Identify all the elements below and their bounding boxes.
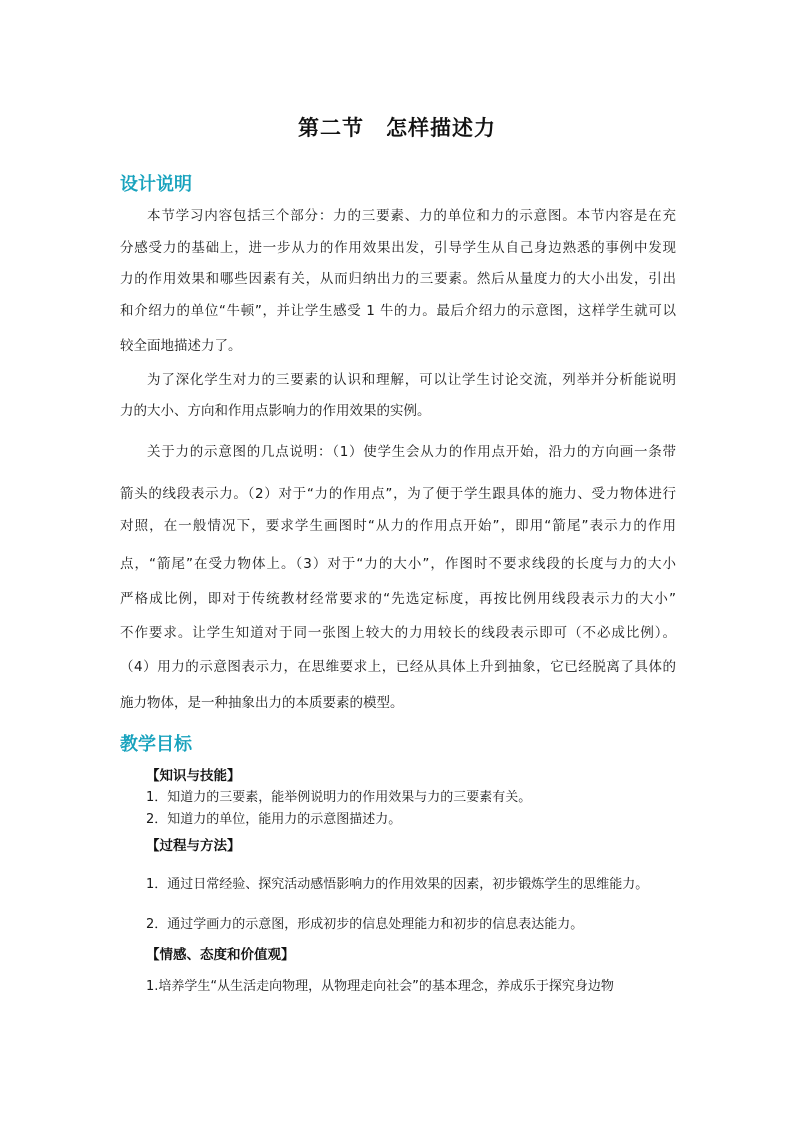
paragraph-line: 和介绍力的单位“牛顿”，并让学生感受 1 牛的力。最后介绍力的示意图，这样学生就可以	[120, 303, 676, 319]
page-title: 第二节 怎样描述力	[298, 115, 496, 140]
paragraph-line: 为了深化学生对力的三要素的认识和理解，可以让学生讨论交流，列举并分析能说明	[147, 372, 676, 388]
paragraph-line: 关于力的示意图的几点说明：（1）使学生会从力的作用点开始，沿力的方向画一条带	[147, 444, 676, 460]
subheading-attitudes-values: 【情感、态度和价值观】	[146, 947, 295, 963]
paragraph-line: 力的作用效果和哪些因素有关，从而归纳出力的三要素。然后从量度力的大小出发，引出	[120, 271, 676, 287]
paragraph-line: 对照，在一般情况下，要求学生画图时“从力的作用点开始”，即用“箭尾”表示力的作用	[120, 518, 676, 534]
objective-item: 2．通过学画力的示意图，形成初步的信息处理能力和初步的信息表达能力。	[146, 917, 584, 932]
objective-item: 2．知道力的单位，能用力的示意图描述力。	[146, 812, 402, 827]
paragraph-line: 本节学习内容包括三个部分：力的三要素、力的单位和力的示意图。本节内容是在充	[147, 208, 676, 224]
objective-item: 1．知道力的三要素，能举例说明力的作用效果与力的三要素有关。	[146, 790, 532, 805]
paragraph-line: 力的大小、方向和作用点影响力的作用效果的实例。	[120, 403, 431, 419]
paragraph-line: 较全面地描述力了。	[120, 338, 242, 354]
subheading-process-methods: 【过程与方法】	[146, 838, 241, 854]
paragraph-line: 不作要求。让学生知道对于同一张图上较大的力用较长的线段表示即可（不必成比例）。	[120, 625, 676, 641]
paragraph-line: （4）用力的示意图表示力，在思维要求上，已经从具体上升到抽象，它已经脱离了具体的	[120, 659, 676, 675]
paragraph-line: 严格成比例，即对于传统教材经常要求的“先选定标度，再按比例用线段表示力的大小”	[120, 591, 676, 607]
section-heading-objectives: 教学目标	[120, 734, 192, 755]
objective-item: 1．通过日常经验、探究活动感悟影响力的作用效果的因素，初步锻炼学生的思维能力。	[146, 877, 649, 892]
subheading-knowledge-skills: 【知识与技能】	[146, 768, 241, 784]
section-heading-design: 设计说明	[120, 174, 192, 195]
paragraph-line: 箭头的线段表示力。（2）对于“力的作用点”，为了便于学生跟具体的施力、受力物体进行	[120, 486, 676, 502]
paragraph-line: 分感受力的基础上，进一步从力的作用效果出发，引导学生从自己身边熟悉的事例中发现	[120, 240, 676, 256]
paragraph-line: 施力物体，是一种抽象出力的本质要素的模型。	[120, 695, 404, 711]
objective-item: 1.培养学生“从生活走向物理，从物理走向社会”的基本理念，养成乐于探究身边物	[146, 979, 614, 994]
paragraph-line: 点，“箭尾”在受力物体上。（3）对于“力的大小”，作图时不要求线段的长度与力的大小	[120, 556, 676, 572]
